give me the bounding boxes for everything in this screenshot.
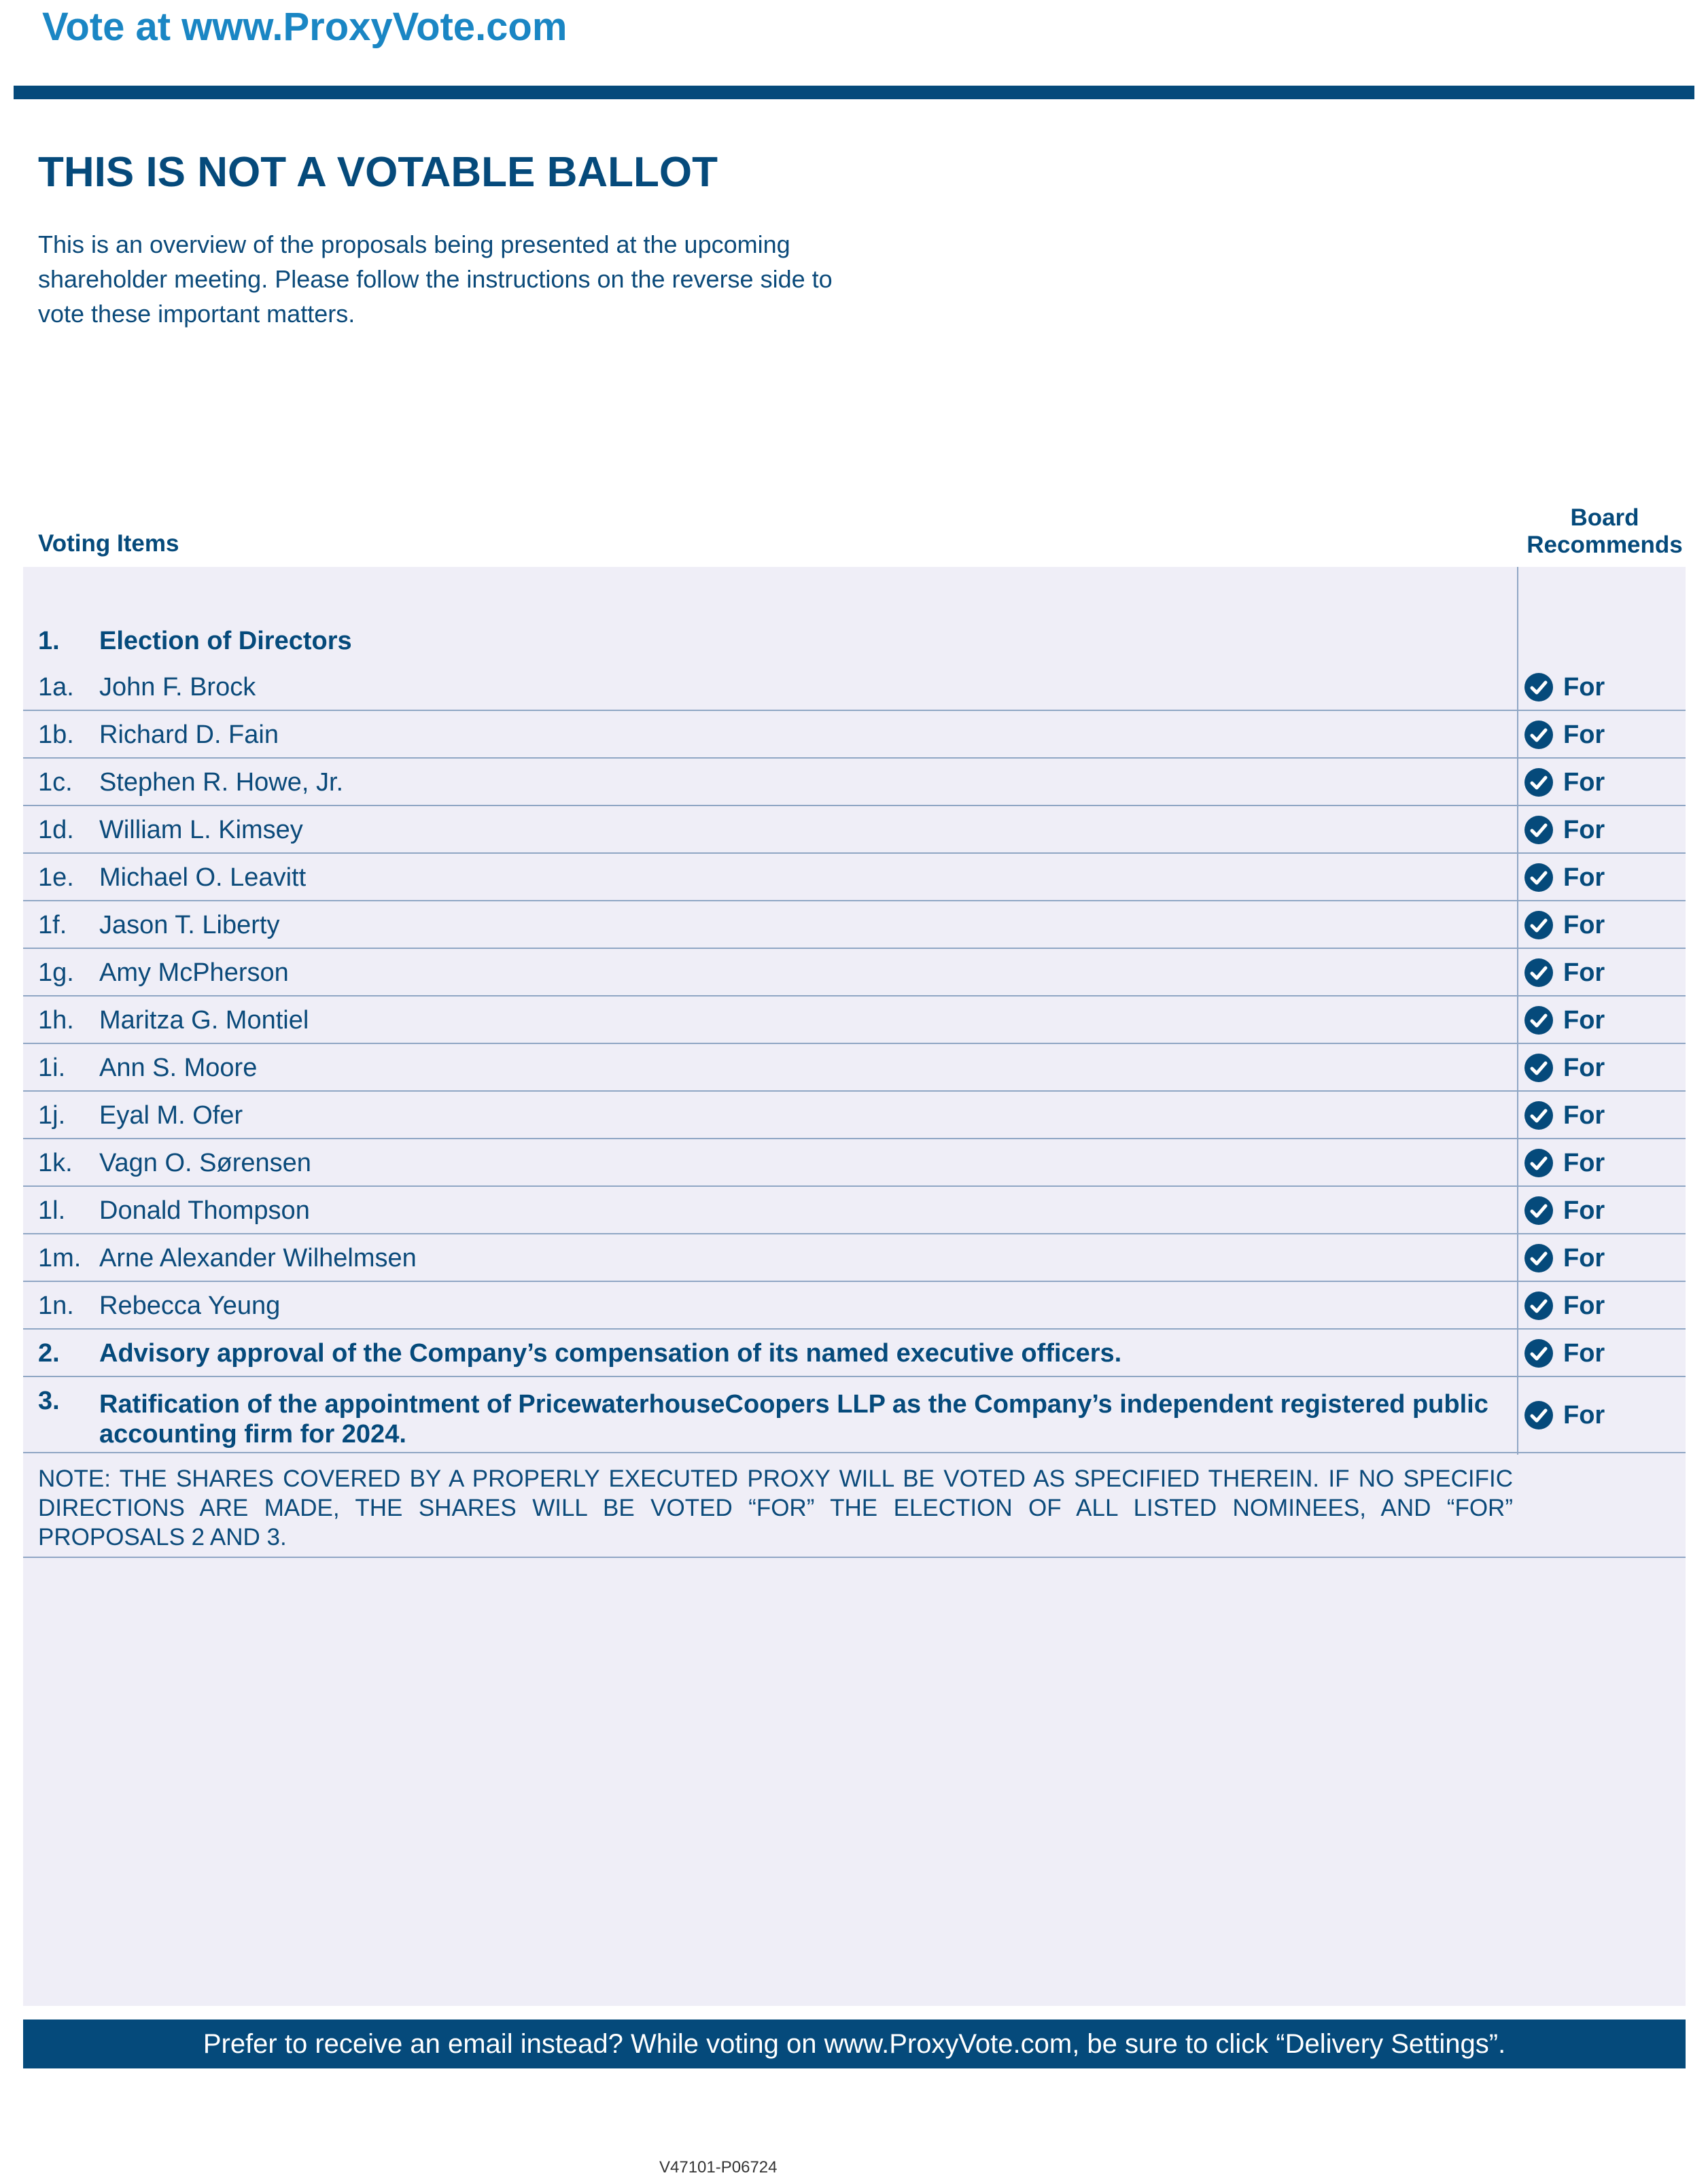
recommendation-label: For — [1563, 767, 1605, 797]
proposal-3-row — [23, 1377, 1686, 1453]
recommendation-label: For — [1563, 720, 1605, 749]
director-name: Maritza G. Montiel — [99, 1006, 309, 1035]
check-circle-icon — [1524, 672, 1554, 702]
director-number: 1m. — [38, 1244, 82, 1272]
director-number: 1d. — [38, 816, 74, 844]
director-name: Stephen R. Howe, Jr. — [99, 768, 344, 797]
director-number: 1j. — [38, 1101, 66, 1130]
check-circle-icon — [1524, 1196, 1554, 1226]
board-recommendation — [1524, 1139, 1605, 1187]
director-number: 1b. — [38, 721, 74, 749]
director-number: 1i. — [38, 1054, 66, 1082]
director-number: 1l. — [38, 1196, 66, 1225]
board-recommends-header — [1516, 504, 1694, 559]
board-recommendation — [1524, 1234, 1605, 1282]
board-recommendation — [1524, 1092, 1605, 1139]
header-divider — [14, 86, 1694, 99]
recommendation-label: For — [1563, 1005, 1605, 1035]
check-circle-icon — [1524, 1148, 1554, 1178]
director-number: 1n. — [38, 1292, 74, 1320]
board-recommendation — [1524, 759, 1605, 806]
director-number: 1e. — [38, 863, 74, 892]
director-row — [23, 711, 1686, 759]
board-recommendation — [1524, 996, 1605, 1044]
director-name: Richard D. Fain — [99, 721, 279, 749]
note-text: NOTE: THE SHARES COVERED BY A PROPERLY EXECUTED PROXY WILL BE VOTED AS SPECIFIED THEREIN. IF NO SPECIFIC DIRECTIONS ARE MADE, THE SHARES WILL BE VOTED “FOR” THE ELECTION OF ALL LISTED NOMINEES, AND “FOR” PROPOSALS 2 AND 3. — [38, 1466, 1513, 1550]
board-recommendation — [1524, 901, 1605, 949]
proxyvote-header-link[interactable]: Vote at www.ProxyVote.com — [42, 5, 568, 49]
director-name: Eyal M. Ofer — [99, 1101, 243, 1130]
director-number: 1h. — [38, 1006, 74, 1035]
recommendation-label: For — [1563, 672, 1605, 701]
director-row — [23, 996, 1686, 1044]
check-circle-icon — [1524, 767, 1554, 797]
director-row — [23, 1139, 1686, 1187]
proposal-number: 3. — [38, 1387, 60, 1415]
board-recommendation — [1524, 1282, 1605, 1330]
director-name: John F. Brock — [99, 673, 256, 701]
director-row — [23, 1044, 1686, 1092]
director-name: Ann S. Moore — [99, 1054, 258, 1082]
check-circle-icon — [1524, 1400, 1554, 1430]
director-number: 1g. — [38, 958, 74, 987]
director-row — [23, 806, 1686, 854]
check-circle-icon — [1524, 815, 1554, 845]
director-row — [23, 854, 1686, 901]
board-recommendation — [1524, 1377, 1605, 1453]
director-name: Jason T. Liberty — [99, 911, 280, 939]
check-circle-icon — [1524, 1338, 1554, 1368]
check-circle-icon — [1524, 720, 1554, 750]
recommendation-label: For — [1563, 1053, 1605, 1082]
proposal-number: 2. — [38, 1339, 60, 1368]
director-name: Amy McPherson — [99, 958, 289, 987]
voting-items-header: Voting Items — [38, 530, 179, 557]
page-title: THIS IS NOT A VOTABLE BALLOT — [38, 149, 718, 196]
recommendation-label: For — [1563, 863, 1605, 892]
board-recommendation — [1524, 1044, 1605, 1092]
check-circle-icon — [1524, 1100, 1554, 1130]
recommendation-label: For — [1563, 1196, 1605, 1225]
check-circle-icon — [1524, 958, 1554, 988]
intro-text: This is an overview of the proposals being presented at the upcoming shareholder meeting. Please follow the instructions on the reverse side to vote these important matters. — [38, 230, 833, 328]
director-name: Rebecca Yeung — [99, 1292, 281, 1320]
board-recommendation — [1524, 806, 1605, 854]
proposal-text: Ratification of the appointment of PricewaterhouseCoopers LLP as the Company’s independent registered public accounting firm for 2024. — [99, 1390, 1488, 1449]
director-row — [23, 1187, 1686, 1234]
board-recommends-line1: Board — [1570, 504, 1639, 531]
check-circle-icon — [1524, 863, 1554, 892]
check-circle-icon — [1524, 910, 1554, 940]
recommendation-label: For — [1563, 1400, 1605, 1429]
director-name: Donald Thompson — [99, 1196, 310, 1225]
director-name: Michael O. Leavitt — [99, 863, 307, 892]
document-code: V47101-P06724 — [659, 2158, 778, 2177]
director-row — [23, 759, 1686, 806]
board-recommendation — [1524, 1330, 1605, 1377]
director-row — [23, 663, 1686, 711]
recommendation-label: For — [1563, 815, 1605, 844]
note-row — [23, 1453, 1686, 1558]
director-row — [23, 1234, 1686, 1282]
recommendation-label: For — [1563, 1338, 1605, 1368]
proposal-2-row — [23, 1330, 1686, 1377]
recommendation-label: For — [1563, 1291, 1605, 1320]
section-number: 1. — [38, 627, 60, 655]
recommendation-label: For — [1563, 1243, 1605, 1272]
director-row — [23, 901, 1686, 949]
recommendation-label: For — [1563, 958, 1605, 987]
recommendation-label: For — [1563, 1100, 1605, 1130]
recommendation-label: For — [1563, 1148, 1605, 1177]
check-circle-icon — [1524, 1291, 1554, 1321]
section-title: Election of Directors — [99, 627, 352, 655]
board-recommendation — [1524, 854, 1605, 901]
director-number: 1k. — [38, 1149, 73, 1177]
proposal-text: Advisory approval of the Company’s compensation of its named executive officers. — [99, 1339, 1122, 1368]
director-name: William L. Kimsey — [99, 816, 303, 844]
board-recommendation — [1524, 949, 1605, 996]
board-recommendation — [1524, 1187, 1605, 1234]
email-delivery-banner: Prefer to receive an email instead? While voting on www.ProxyVote.com, be sure to click “Delivery Settings”. — [23, 2020, 1686, 2068]
board-recommends-line2: Recommends — [1527, 532, 1683, 558]
director-number: 1a. — [38, 673, 74, 701]
director-name: Arne Alexander Wilhelmsen — [99, 1244, 417, 1272]
check-circle-icon — [1524, 1053, 1554, 1083]
director-row — [23, 1092, 1686, 1139]
director-name: Vagn O. Sørensen — [99, 1149, 311, 1177]
director-number: 1f. — [38, 911, 67, 939]
board-recommendation — [1524, 711, 1605, 759]
recommendation-label: For — [1563, 910, 1605, 939]
check-circle-icon — [1524, 1243, 1554, 1273]
board-recommendation — [1524, 663, 1605, 711]
director-number: 1c. — [38, 768, 73, 797]
check-circle-icon — [1524, 1005, 1554, 1035]
director-row — [23, 949, 1686, 996]
director-row — [23, 1282, 1686, 1330]
section-heading-row — [23, 619, 1686, 663]
